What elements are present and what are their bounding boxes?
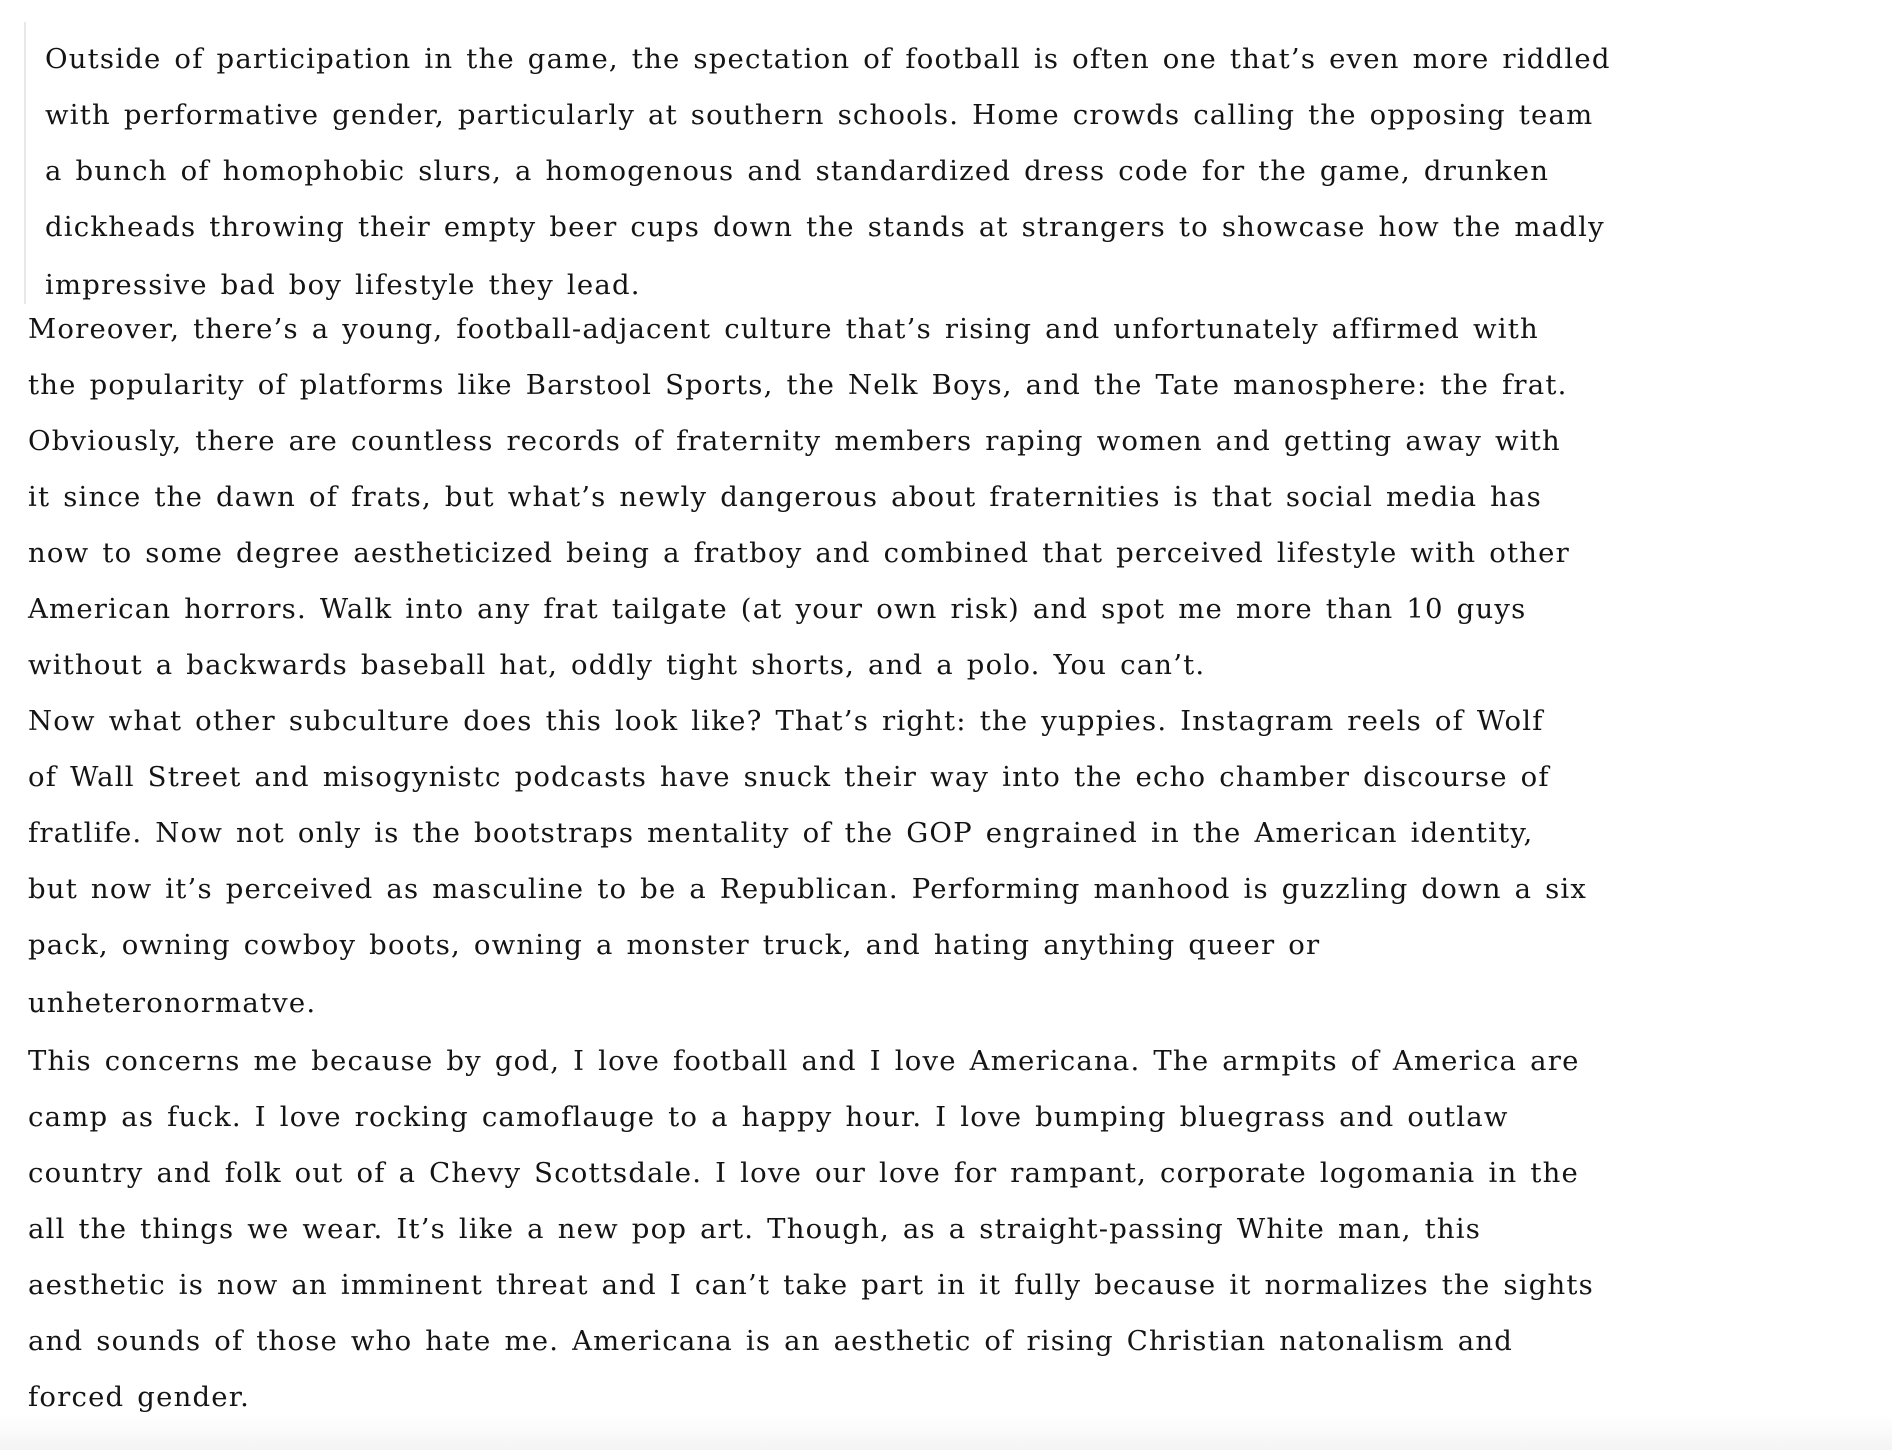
paragraph-3-line-6: unheteronormatve.: [28, 987, 317, 1019]
paragraph-3-line-3: fratlife. Now not only is the bootstraps mentality of the GOP engrained in the American identity,: [28, 817, 1534, 849]
paragraph-1-line-3: a bunch of homophobic slurs, a homogenous and standardized dress code for the game, drunken: [45, 155, 1550, 187]
paragraph-2-line-5: now to some degree aestheticized being a fratboy and combined that perceived lifestyle with other: [28, 537, 1570, 569]
paragraph-4-line-6: and sounds of those who hate me. Americana is an aesthetic of rising Christian natonalism and: [28, 1325, 1514, 1357]
paragraph-4-line-3: country and folk out of a Chevy Scottsdale. I love our love for rampant, corporate logomania in the: [28, 1157, 1579, 1189]
paragraph-1-line-4: dickheads throwing their empty beer cups down the stands at strangers to showcase how the madly: [45, 211, 1605, 243]
paragraph-2-line-4: it since the dawn of frats, but what’s newly dangerous about fraternities is that social media has: [28, 481, 1542, 513]
paragraph-4-line-1: This concerns me because by god, I love football and I love Americana. The armpits of America are: [28, 1045, 1580, 1077]
paragraph-4-line-4: all the things we wear. It’s like a new pop art. Though, as a straight-passing White man, this: [28, 1213, 1482, 1245]
paragraph-2-line-6: American horrors. Walk into any frat tailgate (at your own risk) and spot me more than 10 guys: [28, 593, 1527, 625]
paragraph-3-line-1: Now what other subculture does this look like? That’s right: the yuppies. Instagram reels of Wolf: [28, 705, 1544, 737]
paragraph-4-line-7: forced gender.: [28, 1381, 251, 1413]
paragraph-3-line-2: of Wall Street and misogynistc podcasts have snuck their way into the echo chamber discourse of: [28, 761, 1550, 793]
page-bottom-edge: [0, 1415, 1892, 1450]
paragraph-4-line-2: camp as fuck. I love rocking camoflauge to a happy hour. I love bumping bluegrass and outlaw: [28, 1101, 1509, 1133]
paragraph-3-line-4: but now it’s perceived as masculine to be a Republican. Performing manhood is guzzling down a six: [28, 873, 1588, 905]
paragraph-2-line-2: the popularity of platforms like Barstool Sports, the Nelk Boys, and the Tate manosphere: the frat.: [28, 369, 1568, 401]
paragraph-2-line-7: without a backwards baseball hat, oddly tight shorts, and a polo. You can’t.: [28, 649, 1206, 681]
paragraph-4-line-5: aesthetic is now an imminent threat and I can’t take part in it fully because it normalizes the sights: [28, 1269, 1594, 1301]
paragraph-2-line-1: Moreover, there’s a young, football-adjacent culture that’s rising and unfortunately affirmed with: [28, 313, 1539, 345]
paragraph-3-line-5: pack, owning cowboy boots, owning a monster truck, and hating anything queer or: [28, 929, 1321, 961]
paragraph-2-line-3: Obviously, there are countless records of fraternity members raping women and getting away with: [28, 425, 1561, 457]
paragraph-1-line-5: impressive bad boy lifestyle they lead.: [45, 269, 641, 301]
paragraph-1-line-2: with performative gender, particularly at southern schools. Home crowds calling the opposing team: [45, 99, 1594, 131]
paragraph-1-line-1: Outside of participation in the game, the spectation of football is often one that’s even more riddled: [45, 43, 1611, 75]
